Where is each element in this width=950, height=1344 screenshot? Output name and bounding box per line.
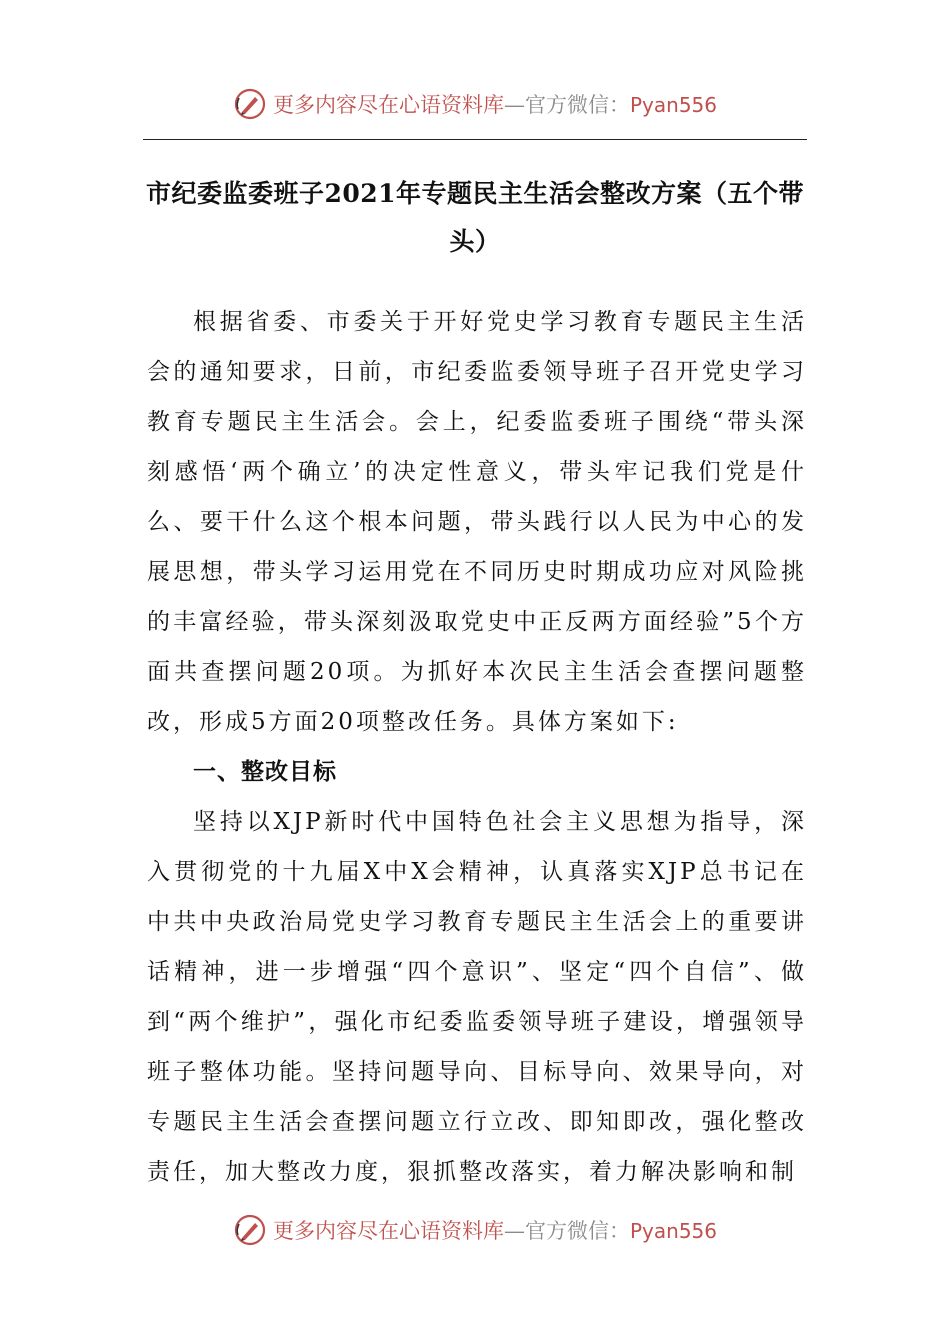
banner-official-text: 官方微信： [524, 1219, 630, 1243]
banner-dash: — [503, 93, 525, 117]
pen-in-circle-icon [233, 1213, 267, 1247]
banner-site-text: 更多内容尽在心语资料库 [272, 1219, 504, 1243]
banner-text [273, 89, 717, 119]
banner-dash: — [503, 1219, 525, 1243]
section-heading: 一、整改目标 [193, 759, 337, 785]
banner-official-text: 官方微信： [524, 93, 630, 117]
footer-banner [0, 1210, 950, 1250]
document-title: 市纪委监委班子2021年专题民主生活会整改方案（五个带头） [145, 179, 805, 256]
document-body [147, 297, 807, 1197]
banner-site-text: 更多内容尽在心语资料库 [272, 93, 504, 117]
banner-handle: Pyan556 [629, 1219, 717, 1243]
header-banner [0, 84, 950, 124]
section-paragraph: 坚持以XJP新时代中国特色社会主义思想为指导，深入贯彻党的十九届X中X会精神，认真落实XJP总书记在中共中央政治局党史学习教育专题民主生活会上的重要讲话精神，进一步增强“四个意识”、坚定“四个自信”、做到“两个维护”，强化市纪委监委领导班子建设，增强领导班子整体功能。坚持问题导向、目标导向、效果导向，对专题民主生活会查摆问题立行立改、即知即改，强化整改责任，加大整改力度，狠抓整改落实，着力解决影响和制 [147, 809, 807, 1185]
pen-in-circle-icon [233, 87, 267, 121]
header-divider [143, 139, 807, 140]
banner-handle: Pyan556 [629, 93, 717, 117]
intro-paragraph: 根据省委、市委关于开好党史学习教育专题民主生活会的通知要求，日前，市纪委监委领导班子召开党史学习教育专题民主生活会。会上，纪委监委班子围绕“带头深刻感悟‘两个确立’的决定性意义，带头牢记我们党是什么、要干什么这个根本问题，带头践行以人民为中心的发展思想，带头学习运用党在不同历史时期成功应对风险挑的丰富经验，带头深刻汲取党史中正反两方面经验”5个方面共查摆问题20项。为抓好本次民主生活会查摆问题整改，形成5方面20项整改任务。具体方案如下: [147, 309, 807, 735]
banner-text [273, 1215, 717, 1245]
